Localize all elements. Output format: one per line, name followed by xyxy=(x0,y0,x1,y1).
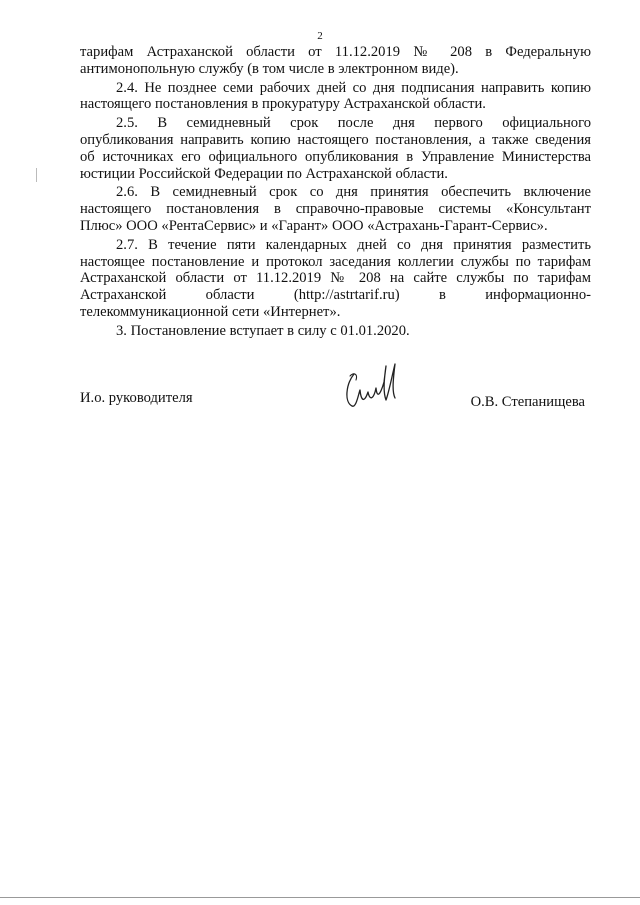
text-line: об источниках его официального опубликования в Управление Министерства xyxy=(80,148,591,165)
signatory-name: О.В. Степанищева xyxy=(470,394,585,410)
paragraph-2-7 xyxy=(80,237,591,321)
text-line: телекоммуникационной сети «Интернет». xyxy=(80,303,341,320)
text-line: Плюс» ООО «РентаСервис» и «Гарант» ООО «Астрахань-Гарант-Сервис». xyxy=(80,217,548,234)
signature-block xyxy=(80,380,585,430)
text-line: настоящее постановление и протокол заседания коллегии службы по тарифам xyxy=(80,253,591,270)
text-line: опубликования направить копию настоящего постановления, а также сведения xyxy=(80,131,591,148)
paragraph-2-4 xyxy=(80,80,591,114)
text-line: антимонопольную службу (в том числе в электронном виде). xyxy=(80,60,459,77)
text-line: настоящего постановления в справочно-правовые системы «Консультант xyxy=(80,201,591,218)
text-line: 2.6. В семидневный срок со дня принятия обеспечить включение xyxy=(116,184,591,201)
paragraph-continuation xyxy=(80,44,591,78)
scan-edge-line xyxy=(0,897,640,898)
text-line: 3. Постановление вступает в силу с 01.01.2020. xyxy=(116,322,410,339)
text-line: 2.7. В течение пяти календарных дней со дня принятия разместить xyxy=(116,236,591,253)
paragraph-2-5 xyxy=(80,115,591,182)
text-line: настоящего постановления в прокуратуру Астраханской области. xyxy=(80,96,486,113)
paragraph-2-6 xyxy=(80,184,591,234)
document-body xyxy=(80,44,591,342)
text-line: 2.4. Не позднее семи рабочих дней со дня подписания направить копию xyxy=(116,79,591,96)
margin-mark xyxy=(36,168,37,182)
paragraph-3 xyxy=(80,323,591,340)
text-line: тарифам Астраханской области от 11.12.2019 № 208 в Федеральную xyxy=(80,44,591,60)
text-line: Астраханской области (http://astrtarif.ru) в информационно- xyxy=(80,287,591,304)
handwritten-signature-icon xyxy=(342,362,412,412)
text-line: 2.5. В семидневный срок после дня первого официального xyxy=(116,115,591,132)
signatory-position: И.о. руководителя xyxy=(80,390,193,406)
page-number: 2 xyxy=(317,30,323,42)
text-line: юстиции Российской Федерации по Астраханской области. xyxy=(80,165,448,182)
text-line: Астраханской области от 11.12.2019 № 208 на сайте службы по тарифам xyxy=(80,270,591,287)
